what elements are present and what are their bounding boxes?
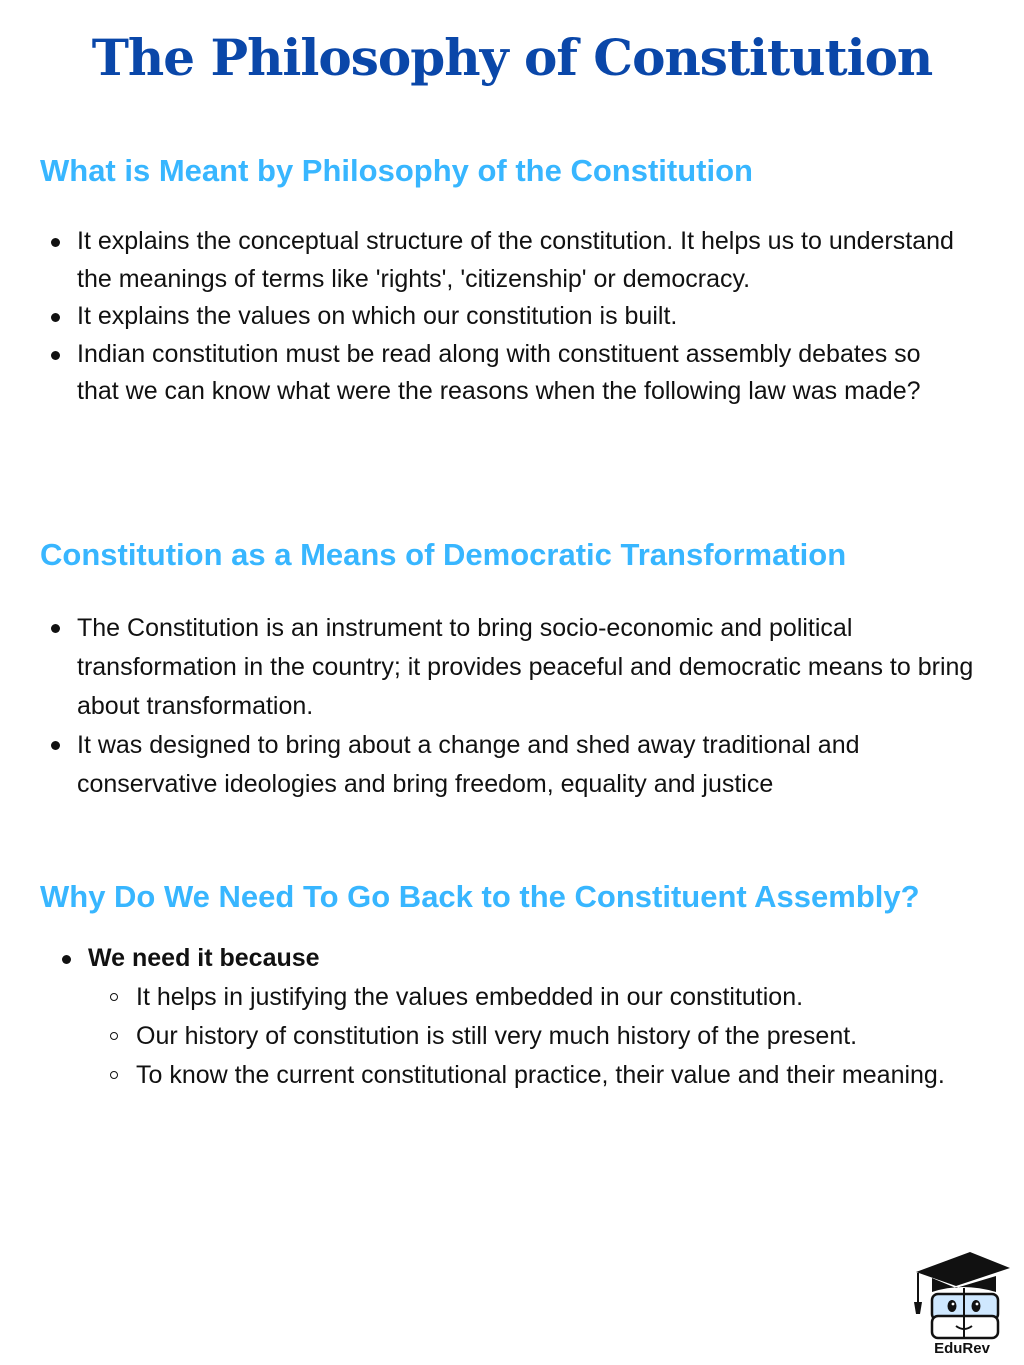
page-title: The Philosophy of Constitution	[91, 28, 933, 87]
transformation-bullet-list	[40, 609, 975, 804]
sub-list-item: To know the current constitutional practice, their value and their meaning.	[88, 1056, 992, 1095]
section-heading-constituent-assembly: Why Do We Need To Go Back to the Constituent Assembly?	[40, 879, 920, 914]
philosophy-bullet-list	[40, 223, 960, 411]
sub-list-item: It helps in justifying the values embedded in our constitution.	[88, 978, 992, 1017]
section-heading-democratic-transformation: Constitution as a Means of Democratic Transformation	[40, 537, 847, 572]
list-item: The Constitution is an instrument to bring socio-economic and political transformation in the country; it provides peaceful and democratic means to bring about transformation.	[40, 609, 975, 726]
list-item: It was designed to bring about a change and shed away traditional and conservative ideologies and bring freedom, equality and justice	[40, 726, 975, 804]
logo-label: EduRev	[934, 1340, 990, 1357]
sub-bullet-list	[88, 978, 992, 1095]
section-heading-philosophy: What is Meant by Philosophy of the Constitution	[40, 153, 753, 188]
graduation-cap-mascot-icon	[910, 1248, 1014, 1340]
list-item: It explains the conceptual structure of the constitution. It helps us to understand the meanings of terms like 'rights', 'citizenship' or democracy.	[40, 223, 960, 298]
list-item: Indian constitution must be read along with constituent assembly debates so that we can know what were the reasons when the following law was made?	[40, 336, 960, 411]
list-item: It explains the values on which our constitution is built.	[40, 298, 960, 336]
assembly-bullet-list	[52, 939, 992, 1095]
sub-list-item: Our history of constitution is still very much history of the present.	[88, 1017, 992, 1056]
lead-text: We need it because	[88, 944, 320, 972]
list-item-lead	[52, 939, 992, 1095]
edurev-logo	[910, 1248, 1014, 1360]
